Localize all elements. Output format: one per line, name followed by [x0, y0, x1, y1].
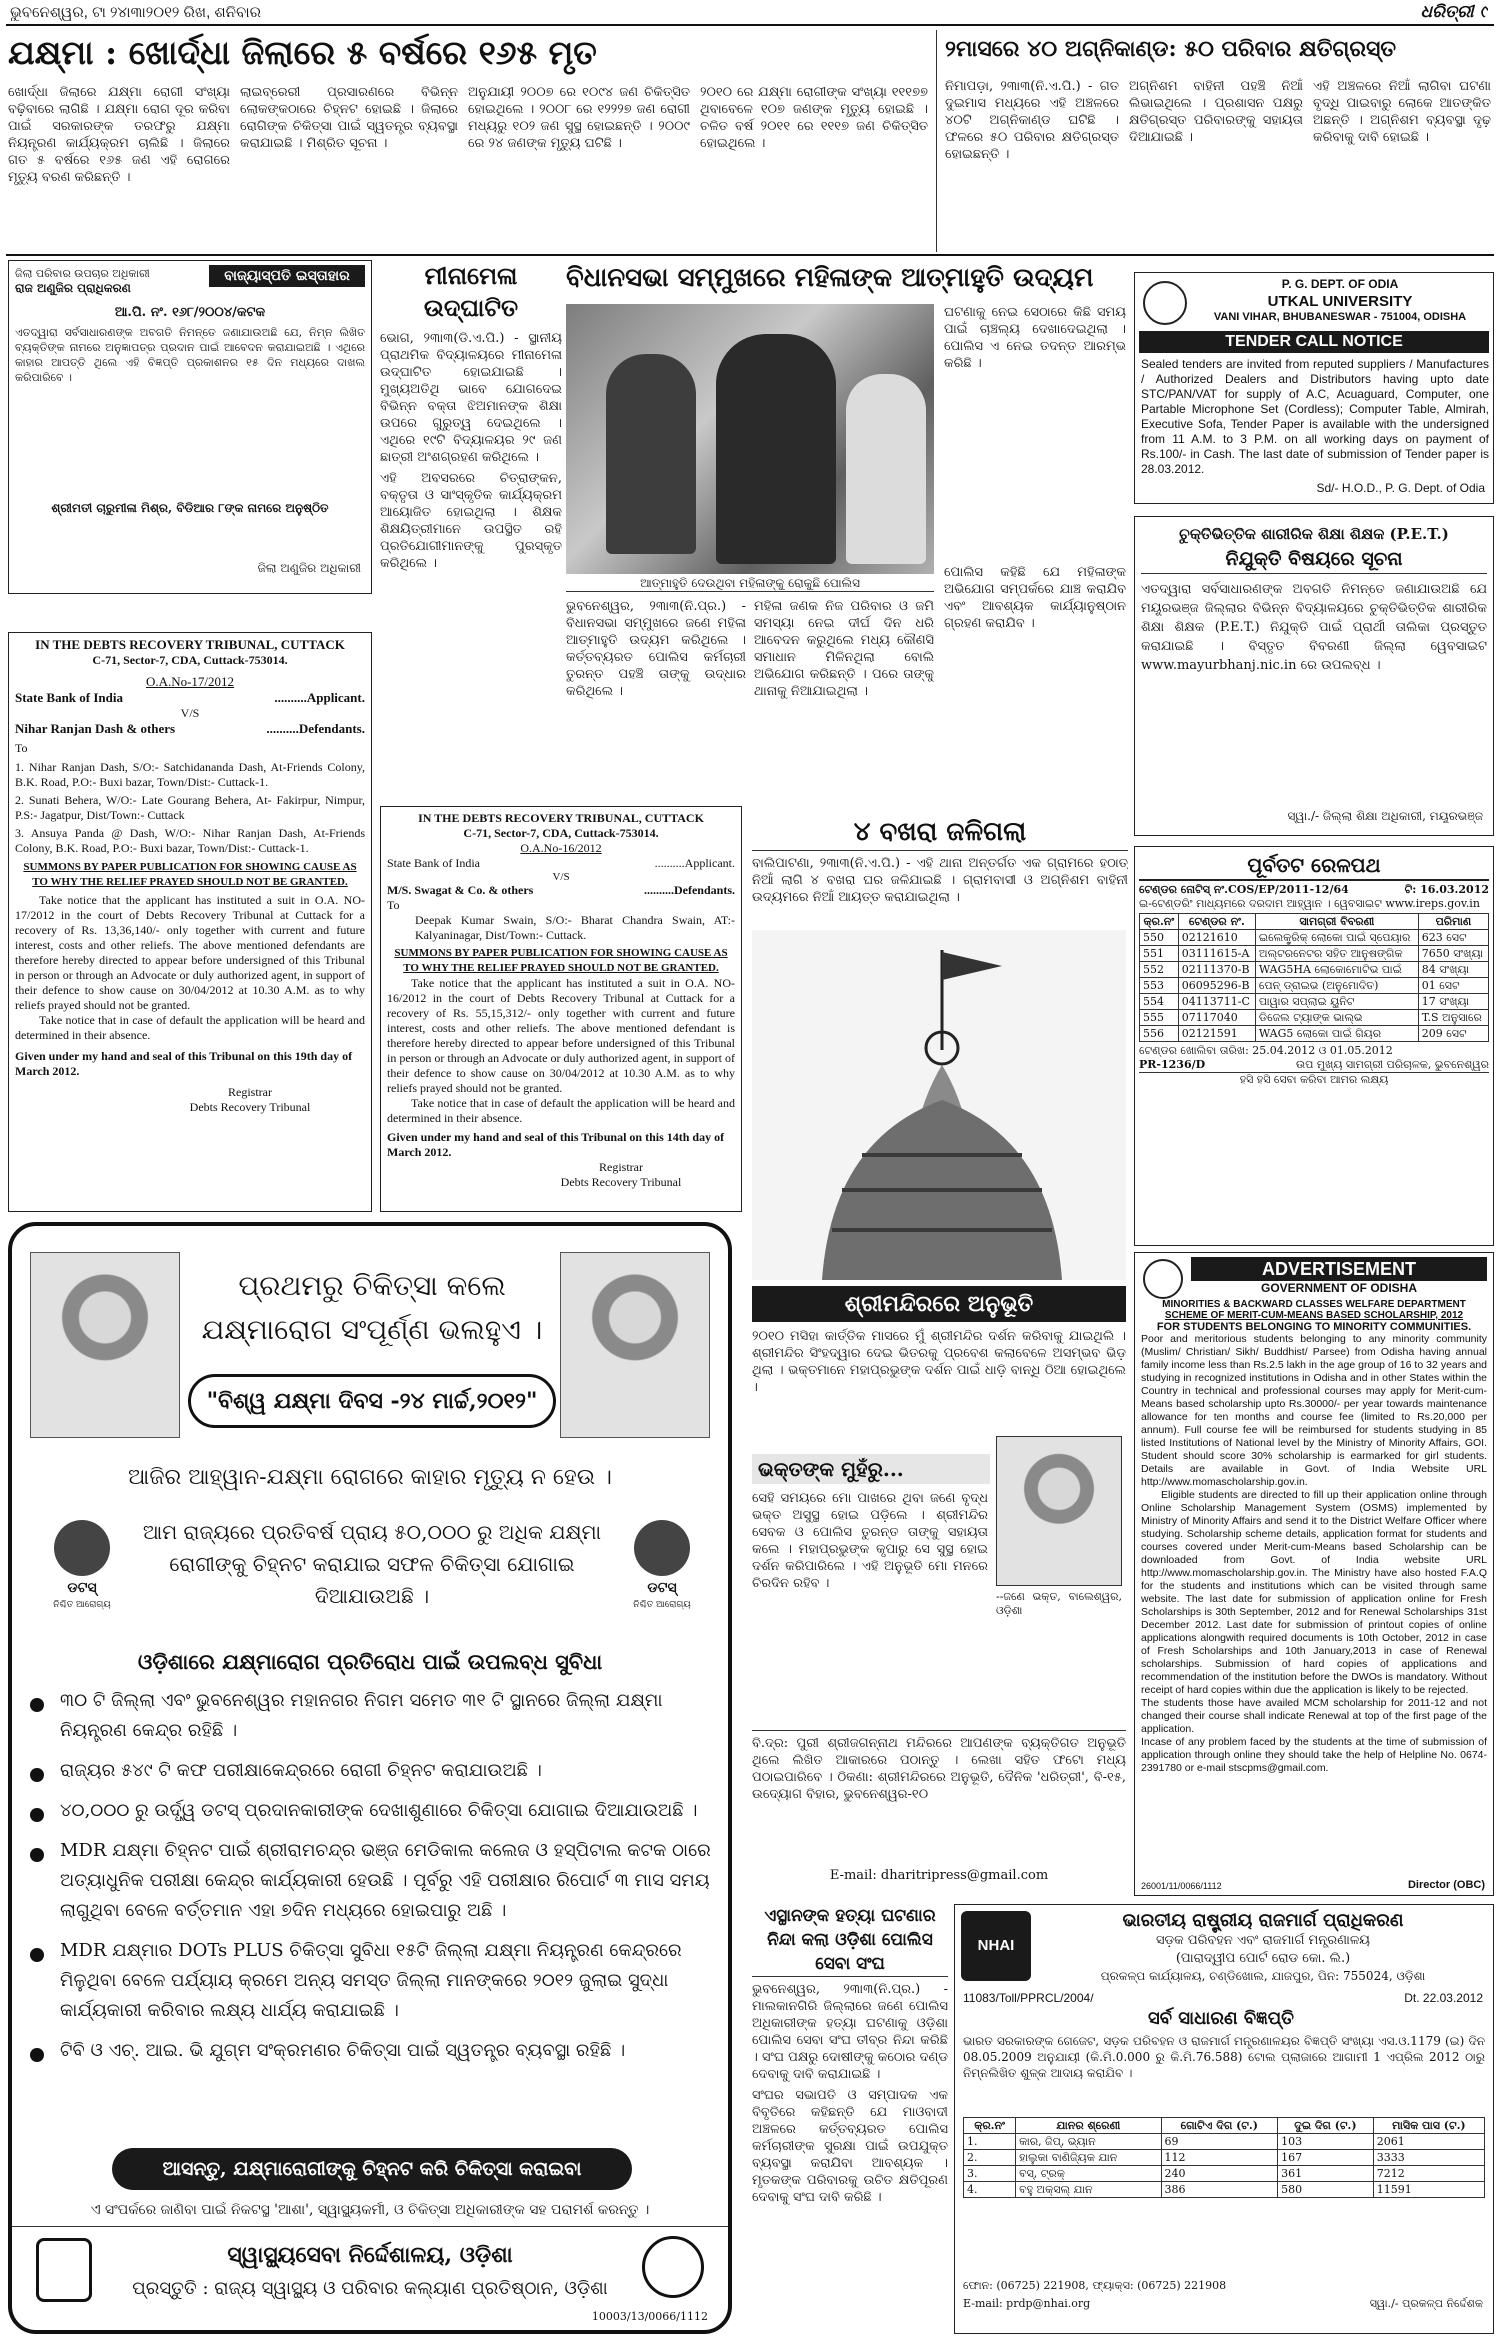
nhai-logo: NHAI: [961, 1911, 1031, 1981]
nhai-table-cell: 7212: [1373, 2166, 1484, 2182]
drt-notice-2: [380, 806, 742, 1212]
rail-tagline: ହସି ହସି ସେବା କରିବା ଆମର ଲକ୍ଷ୍ୟ: [1139, 1072, 1489, 1087]
rail-table-cell: 07117040: [1178, 1010, 1255, 1026]
rail-table-row: [1140, 994, 1489, 1010]
protest-caption: ଆତ୍ମାହୁତି ଦେଉଥିବା ମହିଳାଙ୍କୁ ରୋକୁଛି ପୋଲିସ: [566, 576, 934, 592]
tb-head-1: ପ୍ରଥମରୁ ଚିକିତ୍ସା କଲେ: [238, 1269, 506, 1302]
temple-feature: [752, 930, 1126, 1896]
fire-col-3: ଏହି ଅଞ୍ଚଳରେ ନିଆଁ ଲାଗିବା ଘଟଣା ବୃଦ୍ଧି ପାଇବାରୁ ଲୋକେ ଆତଙ୍କିତ ଅଛନ୍ତି । ଅଗ୍ନିଶମ ବ୍ୟବସ୍ଥା ଦୃଢ଼ କରିବାକୁ ଦାବି ହୋଇଛି ।: [1313, 79, 1491, 145]
nhai-sub: ସଡ଼କ ପରିବହନ ଏବଂ ରାଜମାର୍ଗ ମନ୍ତ୍ରଣାଳୟ: [1156, 1933, 1370, 1948]
drt2-to: To: [387, 898, 400, 912]
tender-univ: UTKAL UNIVERSITY: [1267, 293, 1413, 310]
meena-body-2: ଏହି ଅବସରରେ ଚିତ୍ରାଙ୍କନ, ବକ୍ତୃତା ଓ ସାଂସ୍କୃତିକ କାର୍ଯ୍ୟକ୍ରମ ଆୟୋଜିତ ହୋଇଥିଲା । ଶିକ୍ଷକ ଶିକ୍ଷୟିତ୍ରୀମାନେ ଉପସ୍ଥିତ ରହି ପ୍ରତିଯୋଗୀମାନଙ୍କୁ ପୁରସ୍କୃତ କରିଥିଲେ ।: [380, 471, 562, 571]
university-logo: [1143, 281, 1187, 325]
drt1-def-3: 3. Ansuya Panda @ Dash, W/O:- Nihar Ranjan Dash, At-Friends Colony, B.K. Road, P.O:- Buxi bazar, Town/Dist:- Cuttack-1.: [15, 826, 365, 855]
rail-table-row: [1140, 1026, 1489, 1042]
rail-table-row: [1140, 962, 1489, 978]
nhai-sign: ସ୍ୱା./- ପ୍ରକଳ୍ପ ନିର୍ଦ୍ଦେଶକ: [1369, 2297, 1483, 2310]
rail-table-row: [1140, 978, 1489, 994]
nhai-sub-2: (ପାରାଦ୍ୱୀପ ପୋର୍ଟ ରୋଡ କୋ. ଲି.): [1175, 1951, 1351, 1966]
rail-table-cell: 03111615-A: [1178, 946, 1255, 962]
tb-facility-item: MDR ଯକ୍ଷ୍ମାର DOTs PLUS ଚିକିତ୍ସା ସୁବିଧା ୧୫ଟି ଜିଲ୍ଲା ଯକ୍ଷ୍ମା ନିୟନ୍ତ୍ରଣ କେନ୍ଦ୍ରରେ ମିଳୁଥିବା ବେଳେ ପର୍ଯ୍ୟାୟ କ୍ରମେ ଅନ୍ୟ ସମସ୍ତ ଜିଲ୍ଲା ମାନଙ୍କରେ ୨୦୧୨ ଜୁଲାଇ ସୁଦ୍ଧା କାର୍ଯ୍ୟକାରୀ କରିବାର ଲକ୍ଷ୍ୟ ଧାର୍ଯ୍ୟ କରାଯାଇଛି ।: [26, 1936, 718, 2026]
rail-table-row: [1140, 946, 1489, 962]
pet-notice: [1134, 516, 1494, 836]
tender-body: Sealed tenders are invited from reputed suppliers / Manufactures / Authorized Dealers and Distributors having upto date STC/PAN/VAT for supply of A.C, Acuaguard, Computer, one Partable Microphone Set (Cordless); Computer Table, Almirah, Executive Sofa, Tender Paper is available with the undersigned from 11 A.M. to 3 P.M. on all working days on payment of Rs.100/- in Cash. The last date of submission of Tender paper is 28.03.2012.: [1141, 357, 1489, 476]
drt1-applicant: State Bank of India: [15, 690, 123, 705]
temple-illustration: [752, 930, 1126, 1280]
temple-body-2: ସେହି ସମୟରେ ମୋ ପାଖରେ ଥିବା ଜଣେ ବୃଦ୍ଧ ଭକ୍ତ ଅସୁସ୍ଥ ହୋଇ ପଡ଼ିଲେ । ଶ୍ରୀମନ୍ଦିର ସେବକ ଓ ପୋଲିସ ତୁରନ୍ତ ତାଙ୍କୁ ସହାୟତା କଲେ । ମହାପ୍ରଭୁଙ୍କ କୃପାରୁ ସେ ସୁସ୍ଥ ହୋଇ ଦର୍ଶନ କରିପାରିଲେ । ଏହି ଅନୁଭୂତି ମୋ ମନରେ ଚିରଦିନ ରହିବ ।: [752, 1491, 988, 1591]
nhai-email: E-mail: prdp@nhai.org: [963, 2297, 1091, 2310]
scholar-for: FOR STUDENTS BELONGING TO MINORITY COMMUNITIES.: [1156, 1321, 1472, 1333]
rail-table-cell: 209 ସେଟ: [1418, 1026, 1488, 1042]
meena-body: ଭୋଗ, ୨୩ା୩(ଡି.ଏ.ପି.) - ସ୍ଥାନୀୟ ପ୍ରାଥମିକ ବିଦ୍ୟାଳୟରେ ମୀନାମେଳା ଉଦ୍‌ଘାଟିତ ହୋଇଯାଇଛି । ମୁଖ୍ୟଅତିଥି ଭାବେ ଯୋଗଦେଇ ବିଭିନ୍ନ ବକ୍ତା ଝିଅମାନଙ୍କ ଶିକ୍ଷା ଉପରେ ଗୁରୁତ୍ୱ ଦେଇଥିଲେ । ଏଥିରେ ୧୯ଟି ବିଦ୍ୟାଳୟର ୨୯ ଜଣ ଛାତ୍ରୀ ଅଂଶଗ୍ରହଣ କରିଥିଲେ ।: [380, 331, 562, 465]
health-logo-left: [36, 2238, 92, 2302]
drt2-address: C-71, Sector-7, CDA, Cuttack-753014.: [463, 826, 659, 840]
rail-table-cell: ପେନ୍ ଡ୍ରାଇଭ (ଅନୁମୋଦିତ): [1255, 978, 1418, 994]
dots-logo-right-text: ଡଟସ୍: [647, 1580, 677, 1596]
license-footer: ଜିଲା ଅଣୁଜିର ଅଧିକାରୀ: [257, 561, 361, 575]
lead-headline: ଯକ୍ଷ୍ମା : ଖୋର୍ଦ୍ଧା ଜିଲାରେ ୫ ବର୍ଷରେ ୧୬୫ ମୃତ: [8, 33, 597, 72]
license-body: ଏତଦ୍ୱାରା ସର୍ବସାଧାରଣଙ୍କ ଅବଗତି ନିମନ୍ତେ ଜଣାଯାଉଅଛି ଯେ, ନିମ୍ନ ଲିଖିତ ବ୍ୟକ୍ତିଙ୍କ ନାମରେ ଅନୁଜ୍ଞାପତ୍ର ପ୍ରଦାନ ପାଇଁ ଆବେଦନ କରାଯାଇଅଛି । ଏଥିରେ କାହାର ଆପତ୍ତି ଥିଲେ ଏହି ବିଜ୍ଞପ୍ତି ପ୍ରକାଶନର ୧୫ ଦିନ ମଧ୍ୟରେ ଦାଖଲ କରିପାରିବେ ।: [15, 326, 365, 384]
nhai-table: [963, 2117, 1485, 2198]
lead-story: [8, 30, 928, 252]
rail-table-row: [1140, 1010, 1489, 1026]
tb-stat: ଆମ ରାଜ୍ୟରେ ପ୍ରତିବର୍ଷ ପ୍ରାୟ ୫୦,୦୦୦ ରୁ ଅଧିକ ଯକ୍ଷ୍ମା ରୋଗୀଙ୍କୁ ଚିହ୍ନଟ କରାଯାଇ ସଫଳ ଚିକିତ୍ସା ଯୋଗାଇ ଦିଆଯାଉଅଛି ।: [142, 1520, 602, 1608]
tb-facility-item: ଟିବି ଓ ଏଚ୍. ଆଇ. ଭି ଯୁଗ୍ମ ସଂକ୍ରମଣର ଚିକିତ୍ସା ପାଇଁ ସ୍ୱତନ୍ତ୍ର ବ୍ୟବସ୍ଥା ରହିଛି ।: [26, 2036, 718, 2066]
scholar-p1: Poor and meritorious students belonging to any minority community (Muslim/ Christian/ Sikh/ Buddhist/ Parsee) from Odisha having annual family income less than Rs.2.5 lakh in the age group of 16 to 32 years and studying in recognized institutions in Odisha and in other States within the Country in technical and professional courses may apply for Merit-cum-Means based scholarship upto Rs.30000/- per year towards maintenance allowance for ten months and course fee (limited to Rs.20,000 per annum). Full course fee will be reimbursed for students studying in 85 listed Institutions of National level by the Ministry of Minority Affairs, GOI. Student should score 30% scholarship is earmarked for girl students. Details are available in Govt. of India Website URL http://www.momascholarship.gov.in.: [1141, 1333, 1487, 1488]
tb-facility-item: ୩୦ ଟି ଜିଲ୍ଲା ଏବଂ ଭୁବନେଶ୍ୱର ମହାନଗର ନିଗମ ସମେତ ୩୧ ଟି ସ୍ଥାନରେ ଜିଲ୍ଲା ଯକ୍ଷ୍ମା ନିୟନ୍ତ୍ରଣ କେନ୍ଦ୍ର ରହିଛି ।: [26, 1686, 718, 1746]
license-sub: ରାଜ ଅଣୁଜିର ପ୍ରାଧିକରଣ: [15, 281, 131, 295]
tender-title: TENDER CALL NOTICE: [1139, 331, 1489, 353]
dots-logo-left-sub: ନିଶ୍ଚିତ ଆରୋଗ୍ୟ: [53, 1600, 111, 1610]
drt1-tribunal: Debts Recovery Tribunal: [189, 1100, 311, 1114]
nhai-table-cell: ହାଲୁକା ବାଣିଜ୍ୟିକ ଯାନ: [1016, 2150, 1161, 2166]
meena-headline: ମୀନାମେଳା ଉଦ୍‌ଘାଟିତ: [423, 261, 519, 322]
license-notice: [8, 260, 372, 594]
drt2-summons: SUMMONS BY PAPER PUBLICATION FOR SHOWING CAUSE AS TO WHY THE RELIEF PRAYED SHOULD NOT BE GRANTED.: [394, 947, 728, 974]
tender-sign: Sd/- H.O.D., P. G. Dept. of Odia: [1316, 481, 1485, 495]
nhai-table-row: [964, 2134, 1485, 2150]
rail-table-cell: WAG5 ଲୋକୋ ପାଇଁ ଗିୟର: [1255, 1026, 1418, 1042]
houses-headline: ୪ ବଖରା ଜଳିଗଲା: [752, 814, 1128, 851]
rail-table-cell: 17 ସଂଖ୍ୟା: [1418, 994, 1488, 1010]
nhai-table-cell: 1.: [964, 2134, 1016, 2150]
scholar-director: Director (OBC): [1407, 1879, 1485, 1891]
nhai-table-cell: 386: [1161, 2182, 1278, 2198]
protest-story: [566, 254, 1126, 814]
photo-figure-1: [606, 354, 696, 554]
temple-photo-caption: --ଜଣେ ଭକ୍ତ, ବାଲେଶ୍ୱର, ଓଡ଼ିଶା: [996, 1590, 1122, 1617]
temple-title: ଶ୍ରୀମନ୍ଦିରରେ ଅନୁଭୂତି: [752, 1286, 1126, 1322]
nhai-table-cell: 11591: [1373, 2182, 1484, 2198]
drt1-def-2: 2. Sunati Behera, W/O:- Late Gourang Behera, At- Fakirpur, Nimpur, P.S:- Jagatpur, Dist/Town:- Cuttack: [15, 793, 365, 822]
nhai-table-cell: ବସ୍, ଟ୍ରକ୍: [1016, 2166, 1161, 2182]
nhai-table-wrap: [963, 2117, 1485, 2198]
protest-col-2: ମହିଳା ଜଣକ ନିଜ ପରିବାର ଓ ଜମି ସମସ୍ୟା ନେଇ ଦୀର୍ଘ ଦିନ ଧରି ଆବେଦନ କରୁଥିଲେ ମଧ୍ୟ କୌଣସି ସମାଧାନ ମିଳିନଥିଲା ବୋଲି ଅଭିଯୋଗ କରିଛନ୍ତି । ପରେ ତାଙ୍କୁ ଥାନାକୁ ନିଆଯାଇଥିଲା ।: [754, 599, 934, 699]
license-top: ଜିଲା ପରିବାର ଉପଚାର ଅଧିକାରୀ: [15, 267, 150, 280]
tb-facility-list: [26, 1686, 718, 2076]
rail-line: ଇ-ଟେଣ୍ଡରିଂ ମାଧ୍ୟମରେ ଦରଦାମ ଆହ୍ୱାନ । ୱେବସାଇଟ www.ireps.gov.in: [1139, 897, 1480, 910]
rail-table-cell: 556: [1140, 1026, 1179, 1042]
nhai-table-row: [964, 2182, 1485, 2198]
tender-addr: VANI VIHAR, BHUBANESWAR - 751004, ODISHA: [1213, 311, 1467, 323]
dots-logo-right: [612, 1516, 712, 1636]
nhai-table-row: [964, 2166, 1485, 2182]
dots-logo-right-sub: ନିଶ୍ଚିତ ଆରୋଗ୍ୟ: [633, 1600, 691, 1610]
rail-table-cell: 84 ସଂଖ୍ୟା: [1418, 962, 1488, 978]
dots-logo-left-text: ଡଟସ୍: [67, 1580, 97, 1596]
drt1-oa: O.A.No-17/2012: [145, 674, 235, 689]
rail-table-cell: 01 ସେଟ: [1418, 978, 1488, 994]
rail-header-cell: ସାମଗ୍ରୀ ବିବରଣୀ: [1255, 914, 1418, 930]
nhai-notice: [954, 1904, 1494, 2334]
protest-col-1: ଭୁବନେଶ୍ୱର, ୨୩ା୩(ନି.ପ୍ର.) - ବିଧାନସଭା ସମ୍ମୁଖରେ ଜଣେ ମହିଳା ଆତ୍ମାହୁତି ଉଦ୍ୟମ କରିଥିଲେ । କର୍ତ୍ତବ୍ୟରତ ପୋଲିସ କର୍ମଚାରୀ ତୁରନ୍ତ ପହଞ୍ଚି ତାଙ୍କୁ ଉଦ୍ଧାର କରିଥିଲେ ।: [566, 599, 746, 699]
drt1-default: Take notice that in case of default the application will be heard and determined in their absence.: [15, 1013, 365, 1042]
rail-date: ଟି: 16.03.2012: [1404, 883, 1489, 896]
drt1-given: Given under my hand and seal of this Tribunal on this 19th day of March 2012.: [15, 1049, 353, 1078]
nhai-table-cell: 361: [1278, 2166, 1374, 2182]
nhai-table-cell: 4.: [964, 2182, 1016, 2198]
nhai-header-cell: ଦୁଇ ଦିଗ (ଟ.): [1278, 2118, 1374, 2134]
rail-table-cell: 06095296-B: [1178, 978, 1255, 994]
drt1-registrar: Registrar: [228, 1085, 272, 1099]
tb-day: "ବିଶ୍ୱ ଯକ୍ଷ୍ମା ଦିବସ -୨୪ ମାର୍ଚ୍ଚ,୨୦୧୨": [188, 1374, 556, 1428]
devotee-photo: [996, 1436, 1122, 1586]
rail-table-cell: 554: [1140, 994, 1179, 1010]
rail-table-cell: 623 ସେଟ: [1418, 930, 1488, 946]
rail-table-cell: ପାୱାର ସପ୍ଲାଇ ୟୁନିଟ: [1255, 994, 1418, 1010]
tb-directorate: ସ୍ୱାସ୍ଥ୍ୟସେବା ନିର୍ଦ୍ଦେଶାଳୟ, ଓଡ଼ିଶା: [227, 2242, 513, 2268]
rail-notice-no: ଟେଣ୍ଡର ନୋଟିସ୍ ନଂ.COS/EP/2011-12/64: [1139, 883, 1349, 896]
rail-table-cell: WAG5HA ଲୋକୋମୋଟିଭ ପାଇଁ: [1255, 962, 1418, 978]
dots-logo-left-shape: [54, 1520, 110, 1576]
nhai-date: Dt. 22.03.2012: [1404, 1991, 1483, 2005]
meena-story: [380, 260, 562, 800]
drt2-defendant-role: ..........Defendants.: [643, 883, 735, 897]
nhai-table-cell: 3333: [1373, 2150, 1484, 2166]
rail-pr: PR-1236/D: [1139, 1058, 1206, 1071]
rail-table-cell: 04113711-C: [1178, 994, 1255, 1010]
lead-col-4: ୨୦୧୦ ରେ ଯକ୍ଷ୍ମା ରୋଗୀଙ୍କ ସଂଖ୍ୟା ୧୧୧୭୭ ଥିବାବେଳେ ୧୦୭ ଜଣଙ୍କ ମୃତ୍ୟୁ ହୋଇଛି । ଚଳିତ ବର୍ଷ ୨୦୧୧ ରେ ୧୧୧୭ ଜଣ ଚିକିତ୍ସିତ ହୋଇଥିଲେ ।: [700, 85, 928, 151]
drt2-defendant: M/S. Swagat & Co. & others: [387, 883, 534, 897]
nhai-ref: 11083/Toll/PPRCL/2004/: [963, 1991, 1094, 2005]
protest-headline: ବିଧାନସଭା ସମ୍ମୁଖରେ ମହିଳାଙ୍କ ଆତ୍ମାହୁତି ଉଦ୍ୟମ: [566, 263, 1094, 293]
fire-headline: ୨ମାସରେ ୪୦ ଅଗ୍ନିକାଣ୍ଡ: ୫୦ ପରିବାର କ୍ଷତିଗ୍ରସ୍ତ: [945, 36, 1397, 62]
tb-facility-item: ରାଜ୍ୟର ୫୪୯ ଟି କଫ ପରୀକ୍ଷାକେନ୍ଦ୍ରରେ ରୋଗୀ ଚିହ୍ନଟ କରାଯାଉଅଛି ।: [26, 1756, 718, 1786]
nhai-header-cell: ମାସିକ ପାସ (ଟ.): [1373, 2118, 1484, 2134]
drt2-court: IN THE DEBTS RECOVERY TRIBUNAL, CUTTACK: [418, 811, 704, 825]
dots-logo-right-shape: [634, 1520, 690, 1576]
rail-header-cell: ଟେଣ୍ଡର ନଂ.: [1178, 914, 1255, 930]
photo-figure-3: [846, 374, 926, 564]
nhai-contact: ଫୋନ: (06725) 221908, ଫ୍ୟାକ୍ସ: (06725) 221908: [963, 2279, 1227, 2292]
nhai-table-cell: 580: [1278, 2182, 1374, 2198]
drt1-address: C-71, Sector-7, CDA, Cuttack-753014.: [92, 653, 288, 667]
tender-dept: P. G. DEPT. OF ODIA: [1281, 277, 1399, 291]
rail-table-row: [1140, 930, 1489, 946]
temple-note: ବି.ଦ୍ର: ପୁରୀ ଶ୍ରୀଜଗନ୍ନାଥ ମନ୍ଦିରରେ ଆପଣଙ୍କ ବ୍ୟକ୍ତିଗତ ଅନୁଭୂତି ଥିଲେ ଲିଖିତ ଆକାରରେ ପଠାନ୍ତୁ । ଲେଖା ସହିତ ଫଟୋ ମଧ୍ୟ ପଠାଇପାରିବେ । ଠିକଣା: ଶ୍ରୀମନ୍ଦିରରେ ଅନୁଭୂତି, ଦୈନିକ 'ଧରିତ୍ରୀ', ବି-୧୫, ଉଦ୍ୟୋଗ ବିହାର, ଭୁବନେଶ୍ୱର-୧୦: [752, 1730, 1126, 1860]
drt2-default: Take notice that in case of default the application will be heard and determined in their absence.: [387, 1096, 735, 1125]
rail-table-cell: 553: [1140, 978, 1179, 994]
nhai-title: ସର୍ବ ସାଧାରଣ ବିଜ୍ଞପ୍ତି: [1147, 2008, 1295, 2029]
drt2-registrar: Registrar: [599, 1160, 643, 1174]
scholar-dept: MINORITIES & BACKWARD CLASSES WELFARE DEPARTMENT: [1162, 1299, 1466, 1310]
odisha-emblem: [1143, 1259, 1183, 1299]
scholar-scheme: SCHEME OF MERIT-CUM-MEANS BASED SCHOLARSHIP, 2012: [1164, 1310, 1464, 1321]
chief-minister-photo: [30, 1252, 180, 1438]
rail-table-cell: 550: [1140, 930, 1179, 946]
tender-notice: [1134, 272, 1494, 504]
temple-body: ୨୦୧୦ ମସିହା କାର୍ତ୍ତିକ ମାସରେ ମୁଁ ଶ୍ରୀମନ୍ଦିର ଦର୍ଶନ କରିବାକୁ ଯାଇଥିଲି । ଶ୍ରୀମନ୍ଦିର ସିଂହଦ୍ୱାର ଦେଇ ଭିତରକୁ ପ୍ରବେଶ କଲାବେଳେ ଅସମ୍ଭବ ଭିଡ଼ ଥିଲା । ଭକ୍ତମାନେ ମହାପ୍ରଭୁଙ୍କ ଦର୍ଶନ ପାଇଁ ଧାଡ଼ି ବାନ୍ଧି ଠିଆ ହୋଇଥିଲେ ।: [752, 1329, 1126, 1395]
nhai-table-cell: 2061: [1373, 2134, 1484, 2150]
fire-story: [936, 30, 1494, 252]
police-body: ଭୁବନେଶ୍ୱର, ୨୩ା୩(ନି.ପ୍ର.) - ମାଲକାନଗିରି ଜିଲ୍ଲାରେ ଜଣେ ପୋଲିସ ଅଧିକାରୀଙ୍କ ହତ୍ୟା ଘଟଣାକୁ ଓଡ଼ିଶା ପୋଲିସ ସେବା ସଂଘ ତୀବ୍ର ନିନ୍ଦା କରିଛି । ସଂଘ ପକ୍ଷରୁ ଦୋଷୀଙ୍କୁ କଠୋର ଦଣ୍ଡ ଦେବାକୁ ଦାବି କରାଯାଇଛି ।: [752, 1982, 948, 2082]
rail-title: ପୂର୍ବତଟ ରେଳପଥ: [1139, 851, 1489, 881]
drt2-applicant-role: ..........Applicant.: [654, 856, 735, 870]
scholarship-ad: [1134, 1252, 1494, 1896]
temple-bhakta: ଭକ୍ତଙ୍କ ମୁହଁରୁ...: [752, 1454, 990, 1484]
scholar-p2: Eligible students are directed to fill up their application online through Online Scholarship Management System (OSMS) implemented by Ministry of Minority Affairs and send it to the District Welfare Officer where studying. Scholarship scheme details, application format for students and courses covered under Merit-cum-Means based Scholarship can be downloaded from Govt. of India website URL http://www.momascholarship.gov.in. The Ministry have also hosted F.A.Q for the students and institutions which can be visited through same website. The last date for submission of application online for Fresh Scholarships is 30th September, 2012 and for Renewal Scholarships 31st December 2012. Last date for submission of printout copies of online applications alongwith required documents is 10th October, 2012 in case of Fresh Scholarships and 10th January,2013 in case of Renewal scholarships. Submission of hard copies of applications and recommendation of the institution before the DWOs is mandatory. Without receipt of hard copies within due the application is likely to be rejected.: [1141, 1489, 1487, 1696]
masthead: ଧରିତ୍ରୀ ୯: [1420, 2, 1488, 22]
nhai-table-cell: କାର, ଜିପ୍, ଭ୍ୟାନ: [1016, 2134, 1161, 2150]
license-ref: ଆ.ପି. ନଂ. ୧୬୮/୨୦୦୪/କଟକ: [114, 305, 266, 320]
rail-table-cell: 551: [1140, 946, 1179, 962]
scholar-title: ADVERTISEMENT: [1191, 1257, 1487, 1281]
nhai-header-cell: ଗୋଟିଏ ଦିଗ (ଟ.): [1161, 2118, 1278, 2134]
drt1-court: IN THE DEBTS RECOVERY TRIBUNAL, CUTTACK: [35, 637, 345, 652]
rail-table: [1139, 913, 1489, 1042]
nhai-addr: ପ୍ରକଳ୍ପ କାର୍ଯ୍ୟାଳୟ, ଚଣ୍ଡିଖୋଲ, ଯାଜପୁର, ପିନ: 755024, ଓଡ଼ିଶା: [1100, 1969, 1426, 1983]
nhai-table-cell: 240: [1161, 2166, 1278, 2182]
dateline: ଭୁବନେଶ୍ୱର, ଟା ୨୪ା୩ା୨୦୧୨ ରିଖ, ଶନିବାର: [10, 4, 261, 21]
rail-foot: ଟେଣ୍ଡର ଖୋଲିବା ତାରିଖ: 25.04.2012 ଓ 01.05.2012: [1139, 1044, 1393, 1057]
tb-prepared-by: ପ୍ରସ୍ତୁତି : ରାଜ୍ୟ ସ୍ୱାସ୍ଥ୍ୟ ଓ ପରିବାର କଲ୍ୟାଣ ପ୍ରତିଷ୍ଠାନ, ଓଡ଼ିଶା: [132, 2278, 608, 2299]
pet-sign: ସ୍ୱା./- ଜିଲ୍ଲା ଶିକ୍ଷା ଅଧିକାରୀ, ମୟୂରଭଞ୍ଜ: [1287, 809, 1483, 823]
lead-col-1: ଖୋର୍ଦ୍ଧା ଜିଲାରେ ଯକ୍ଷ୍ମା ରୋଗୀ ସଂଖ୍ୟା ବଢ଼ିବାରେ ଲାଗିଛି । ଯକ୍ଷ୍ମା ରୋଗ ଦୂର କରିବା ପାଇଁ ସରକାରଙ୍କ ତରଫରୁ ଯକ୍ଷ୍ମା ନିୟନ୍ତ୍ରଣ କାର୍ଯ୍ୟକ୍ରମ ଚାଲିଛି । ଜିଲାରେ ଗତ ୫ ବର୍ଷରେ ୧୬୫ ଜଣ ଏହି ରୋଗରେ ମୃତ୍ୟୁ ବରଣ କରିଛନ୍ତି ।: [8, 85, 230, 185]
nhai-table-cell: ବହୁ ଅକ୍ସଲ୍ ଯାନ: [1016, 2182, 1161, 2198]
houses-body: ବାଲିପାଟଣା, ୨୩ା୩(ନି.ଏ.ପି.) - ଏହି ଥାନା ଅନ୍ତର୍ଗତ ଏକ ଗ୍ରାମରେ ହଠାତ୍ ନିଆଁ ଲାଗି ୪ ବଖରା ଘର ଜଳିଯାଇଛି । ଗ୍ରାମବାସୀ ଓ ଅଗ୍ନିଶମ ବାହିନୀ ଉଦ୍ୟମରେ ନିଆଁ ଆୟତ୍ତ କରାଯାଇଥିଲା ।: [752, 856, 1128, 905]
drt1-defendant-role: ..........Defendants.: [266, 721, 365, 736]
rail-table-cell: 02111370-B: [1178, 962, 1255, 978]
rail-sign: ଉପ ମୁଖ୍ୟ ସାମଗ୍ରୀ ପରିଚାଳକ, ଭୁବନେଶ୍ୱର: [1296, 1058, 1489, 1071]
pet-sub: ନିଯୁକ୍ତି ବିଷୟରେ ସୂଚନା: [1141, 545, 1487, 574]
tb-ref: 10003/13/0066/1112: [591, 2310, 708, 2323]
scholar-p3: The students those have availed MCM scholarship for 2011-12 and not changed their course shall indicate Renewal at top of the first page of the application.: [1141, 1697, 1487, 1735]
drt1-defendant: Nihar Ranjan Dash & others: [15, 721, 176, 736]
nhai-table-cell: 69: [1161, 2134, 1278, 2150]
health-logo-right: [642, 2236, 704, 2298]
pet-body: ଏତଦ୍ୱାରା ସର୍ବସାଧାରଣଙ୍କ ଅବଗତି ନିମନ୍ତେ ଜଣାଯାଉଅଛି ଯେ ମୟୂରଭଞ୍ଜ ଜିଲ୍ଲାର ବିଭିନ୍ନ ବିଦ୍ୟାଳୟରେ ଚୁକ୍ତିଭିତ୍ତିକ ଶାରୀରିକ ଶିକ୍ଷା ଶିକ୍ଷକ (P.E.T.) ନିଯୁକ୍ତି ପାଇଁ ପ୍ରାର୍ଥୀ ତାଲିକା ପ୍ରସ୍ତୁତ କରାଯାଇଛି । ବିସ୍ତୃତ ବିବରଣୀ ଜିଲ୍ଲା ୱେବସାଇଟ www.mayurbhanj.nic.in ରେ ଉପଲବ୍ଧ ।: [1141, 582, 1487, 673]
drt1-applicant-role: ..........Applicant.: [274, 690, 365, 705]
drt2-given: Given under my hand and seal of this Tribunal on this 14th day of March 2012.: [387, 1130, 725, 1159]
rail-header-cell: କ୍ର.ନଂ: [1140, 914, 1179, 930]
houses-story: [752, 814, 1128, 926]
license-title: ବାଜ୍ୟାସ୍ପତି ଇସ୍ତାହାର: [209, 265, 365, 287]
protest-col-3: ଘଟଣାକୁ ନେଇ ସେଠାରେ କିଛି ସମୟ ପାଇଁ ଚାଞ୍ଚଲ୍ୟ ଦେଖାଦେଇଥିଲା । ପୋଲିସ ଏ ନେଇ ତଦନ୍ତ ଆରମ୍ଭ କରିଛି ।: [944, 305, 1126, 371]
drt1-summons: SUMMONS BY PAPER PUBLICATION FOR SHOWING CAUSE AS TO WHY THE RELIEF PRAYED SHOULD NOT BE GRANTED.: [23, 861, 357, 888]
tb-facility-item: MDR ଯକ୍ଷ୍ମା ଚିହ୍ନଟ ପାଇଁ ଶ୍ରୀରାମଚନ୍ଦ୍ର ଭଞ୍ଜ ମେଡିକାଲ କଲେଜ ଓ ହସ୍ପିଟାଲ କଟକ ଠାରେ ଅତ୍ୟାଧୁନିକ ପରୀକ୍ଷା କେନ୍ଦ୍ର କାର୍ଯ୍ୟକାରୀ ହେଉଛି । ପୂର୍ବରୁ ଏହି ପରୀକ୍ଷାର ରିପୋର୍ଟ ୩ ମାସ ସମୟ ଲାଗୁଥିବା ବେଳେ ବର୍ତ୍ତମାନ ଏହା ୭ଦିନ ମଧ୍ୟରେ ହୋଇପାରୁ ଅଛି ।: [26, 1836, 718, 1926]
drt2-vs: V/S: [552, 871, 570, 883]
tb-call: ଆଜିର ଆହ୍ୱାନ-ଯକ୍ଷ୍ମା ରୋଗରେ କାହାର ମୃତ୍ୟୁ ନ ହେଉ ।: [128, 1465, 612, 1490]
police-body-2: ସଂଘର ସଭାପତି ଓ ସମ୍ପାଦକ ଏକ ବିବୃତିରେ କହିଛନ୍ତି ଯେ ମାଓବାଦୀ ଅଞ୍ଚଳରେ କର୍ତ୍ତବ୍ୟରତ ପୋଲିସ କର୍ମଚାରୀଙ୍କ ସୁରକ୍ଷା ପାଇଁ ଉପଯୁକ୍ତ ବ୍ୟବସ୍ଥା କରାଯିବା ଆବଶ୍ୟକ । ମୃତକଙ୍କ ପରିବାରକୁ ଉଚିତ କ୍ଷତିପୂରଣ ଦେବାକୁ ସଂଘ ଦାବି କରିଛି ।: [752, 2088, 948, 2205]
drt2-oa: O.A.No-16/2012: [520, 841, 602, 855]
drt2-tribunal: Debts Recovery Tribunal: [560, 1175, 682, 1189]
nhai-table-row: [964, 2150, 1485, 2166]
tb-facilities-title: ଓଡ଼ିଶାରେ ଯକ୍ଷ୍ମାରୋଗ ପ୍ରତିରୋଧ ପାଇଁ ଉପଲବ୍ଧ ସୁବିଧା: [137, 1649, 603, 1674]
fire-col-1: ନିମାପଡ଼ା, ୨୩ା୩(ନି.ଏ.ପି.) - ଗତ ଦୁଇମାସ ମଧ୍ୟରେ ଏହି ଅଞ୍ଚଳରେ ୪୦ଟି ଅଗ୍ନିକାଣ୍ଡ ଘଟିଛି । ଫଳରେ ୫୦ ପରିବାର କ୍ଷତିଗ୍ରସ୍ତ ହୋଇଛନ୍ତି ।: [945, 79, 1119, 162]
tb-contact: ଏ ସଂପର୍କରେ ଜାଣିବା ପାଇଁ ନିକଟସ୍ଥ 'ଆଶା', ସ୍ୱାସ୍ଥ୍ୟକର୍ମୀ, ଓ ଚିକିତ୍ସା ଅଧିକାରୀଙ୍କ ସହ ପରାମର୍ଶ କରନ୍ତୁ ।: [90, 2202, 650, 2218]
police-story: [752, 1904, 948, 2334]
nhai-table-cell: 167: [1278, 2150, 1374, 2166]
drt2-applicant: State Bank of India: [387, 856, 480, 870]
nhai-header-cell: ଯାନର ଶ୍ରେଣୀ: [1016, 2118, 1161, 2134]
drt1-def-1: 1. Nihar Ranjan Dash, S/O:- Satchidananda Dash, At-Friends Colony, B.K. Road, P.O:- Buxi bazar, Town/Dist:- Cuttack-1.: [15, 760, 365, 789]
rail-table-cell: 555: [1140, 1010, 1179, 1026]
lead-col-3: ଅନୁଯାୟୀ ୨୦୦୭ ରେ ୧୦୯୪ ଜଣ ଚିକିତ୍ସିତ ହୋଇଥିଲେ । ୨୦୦୮ ରେ ୧୨୨୨୭ ଜଣ ରୋଗୀ ମଧ୍ୟରୁ ୧୦୨ ଜଣ ସୁସ୍ଥ ହୋଇଛନ୍ତି । ୨୦୦୯ ରେ ୨୪ ଜଣଙ୍କ ମୃତ୍ୟୁ ଘଟିଛି ।: [468, 85, 690, 151]
nhai-table-cell: 2.: [964, 2150, 1016, 2166]
nhai-org: ଭାରତୀୟ ରାଷ୍ଟ୍ରୀୟ ରାଜମାର୍ଗ ପ୍ରାଧିକରଣ: [1122, 1910, 1404, 1931]
rail-table-cell: 552: [1140, 962, 1179, 978]
nhai-header-cell: କ୍ର.ନଂ: [964, 2118, 1016, 2134]
nhai-table-cell: 112: [1161, 2150, 1278, 2166]
rail-table-cell: ଡିଜେଲ ଟ୍ୟାଙ୍କ ଭାଲ୍ଭ: [1255, 1010, 1418, 1026]
license-name: ଶ୍ରୀମତୀ ଚାରୁମୀଳା ମିଶ୍ର, ବିଡିଆର ୮ଙ୍କ ନାମରେ ଅନୁଷ୍ଠିତ: [51, 501, 329, 515]
rail-header-cell: ପରିମାଣ: [1418, 914, 1488, 930]
drt1-body: Take notice that the applicant has instituted a suit in O.A. NO-17/2012 in the court of Debts Recovery Tribunal at Cuttack for a recovery of Rs. 13,36,140/- only together with current and future interest, costs and other reliefs. The above mentioned defendants are therefore hereby directed to appear before undersigned of this Tribunal in person or through an Advocate or duly authorized agent, in support of their defence to show cause on 30/04/2012 at 10.30 A.M. as to why reliefs prayed should not be granted.: [15, 893, 365, 1012]
drt1-vs: V/S: [180, 706, 200, 720]
nhai-body: ଭାରତ ସରକାରଙ୍କ ଗେଜେଟ, ସଡ଼କ ପରିବହନ ଓ ରାଜମାର୍ଗ ମନ୍ତ୍ରଣାଳୟର ବିଜ୍ଞପ୍ତି ସଂଖ୍ୟା ଏସ.ଓ.1179 (ଇ) ଦିନ 08.05.2009 ଅନୁଯାୟୀ (କି.ମି.0.000 ରୁ କି.ମି.76.588) ଟୋଲ ପ୍ଲାଜାରେ ଆଗାମୀ 1 ଏପ୍ରିଲ 2012 ଠାରୁ ନିମ୍ନଲିଖିତ ଶୁଳ୍କ ଆଦାୟ କରାଯିବ ।: [963, 2034, 1485, 2080]
page-header: [6, 0, 1494, 26]
lead-col-2: ଲାଇବ୍ରେରୀ ପ୍ରସାରଣରେ ବିଭିନ୍ନ ଲୋକଙ୍କଠାରେ ଚିହ୍ନଟ ହୋଇଛି । ଜିଲାରେ ରୋଗିଙ୍କ ଚିକିତ୍ସା ପାଇଁ ସ୍ୱତନ୍ତ୍ର ବ୍ୟବସ୍ଥା କରାଯାଇଛି । ମିଶ୍ରିତ ସୂଚନା ।: [240, 85, 458, 151]
temple-email: E-mail: dharitripress@gmail.com: [829, 1868, 1049, 1883]
drt2-def-1: Deepak Kumar Swain, S/O:- Bharat Chandra Swain, AT:- Kalyaninagar, Dist/Town:- Cuttack.: [415, 913, 735, 942]
nhai-table-cell: 103: [1278, 2134, 1374, 2150]
rail-table-cell: T.S ଅନୁସାରେ: [1418, 1010, 1488, 1026]
rail-table-cell: 02121610: [1178, 930, 1255, 946]
scholar-gov: GOVERNMENT OF ODISHA: [1260, 1281, 1417, 1295]
dots-logo-left: [32, 1516, 132, 1636]
tb-rule: [12, 2226, 728, 2227]
scholar-ref: 26001/11/0066/1112: [1141, 1881, 1222, 1891]
nhai-table-cell: 3.: [964, 2166, 1016, 2182]
tb-ad: [8, 1222, 732, 2334]
health-minister-photo: [560, 1252, 710, 1438]
scholar-p4: Incase of any problem faced by the students at the time of submission of application through online they should take the help of Helpline No. 0674-2391780 or e-mail stscpms@gmail.com.: [1141, 1736, 1487, 1774]
rail-table-cell: 7650 ସଂଖ୍ୟା: [1418, 946, 1488, 962]
drt1-to: To: [15, 741, 28, 755]
rail-table-cell: ଇଲେକ୍ଟ୍ରିକ୍ ଲୋକୋ ପାଇଁ ସ୍ପେୟାର: [1255, 930, 1418, 946]
drt2-body: Take notice that the applicant has instituted a suit in O.A. NO-16/2012 in the court of Debts Recovery Tribunal at Cuttack for a recovery of Rs. 55,15,312/- only together with current and future interest, costs and other reliefs. The above mentioned defendant is therefore hereby directed to appear before undersigned of this Tribunal in person or through an Advocate or duly authorized agent, in support of their defence to show cause on 30/04/2012 at 10.30 A.M. as to why reliefs prayed should not be granted.: [387, 976, 735, 1095]
fire-col-2: ଅଗ୍ନିଶମ ବାହିନୀ ପହଞ୍ଚି ନିଆଁ ଲିଭାଇଥିଲେ । ପ୍ରଶାସନ ପକ୍ଷରୁ କ୍ଷତିଗ୍ରସ୍ତ ପରିବାରଙ୍କୁ ସହାୟତା ଦିଆଯାଇଛି ।: [1129, 79, 1303, 145]
tb-facility-item: ୪୦,୦୦୦ ରୁ ଉର୍ଦ୍ଧ୍ୱ ଡଟସ୍ ପ୍ରଦାନକାରୀଙ୍କ ଦେଖାଶୁଣାରେ ଚିକିତ୍ସା ଯୋଗାଇ ଦିଆଯାଉଅଛି ।: [26, 1796, 718, 1826]
protest-photo: [566, 304, 934, 574]
pet-top: ଚୁକ୍ତିଭିତ୍ତିକ ଶାରୀରିକ ଶିକ୍ଷା ଶିକ୍ଷକ (P.E.T.): [1179, 525, 1449, 543]
police-headline: ଏସ୍ଥାନଙ୍କ ହତ୍ୟା ଘଟଣାର ନିନ୍ଦା କଲା ଓଡ଼ିଶା ପୋଲିସ ସେବା ସଂଘ: [752, 1904, 948, 1977]
rail-table-cell: 02121591: [1178, 1026, 1255, 1042]
rail-table-cell: ଅଲ୍ଟରନେଟର ସହିତ ଆନୁଷଙ୍ଗିକ: [1255, 946, 1418, 962]
tb-head-2: ଯକ୍ଷ୍ମାରୋଗ ସଂପୂର୍ଣ୍ଣ ଭଲହୁଏ ।: [201, 1313, 543, 1346]
rail-tender: [1134, 846, 1494, 1246]
tb-slogan: ଆସନ୍ତୁ, ଯକ୍ଷ୍ମାରୋଗୀଙ୍କୁ ଚିହ୍ନଟ କରି ଚିକିତ୍ସା କରାଇବା: [112, 2148, 632, 2190]
drt-notice-1: [8, 632, 372, 1212]
protest-col-4: ପୋଲିସ କହିଛି ଯେ ମହିଳାଙ୍କ ଅଭିଯୋଗ ସମ୍ପର୍କରେ ଯାଞ୍ଚ କରାଯିବ ଏବଂ ଆବଶ୍ୟକ କାର୍ଯ୍ୟାନୁଷ୍ଠାନ ଗ୍ରହଣ କରାଯିବ ।: [944, 565, 1126, 631]
photo-figure-2: [716, 334, 836, 564]
